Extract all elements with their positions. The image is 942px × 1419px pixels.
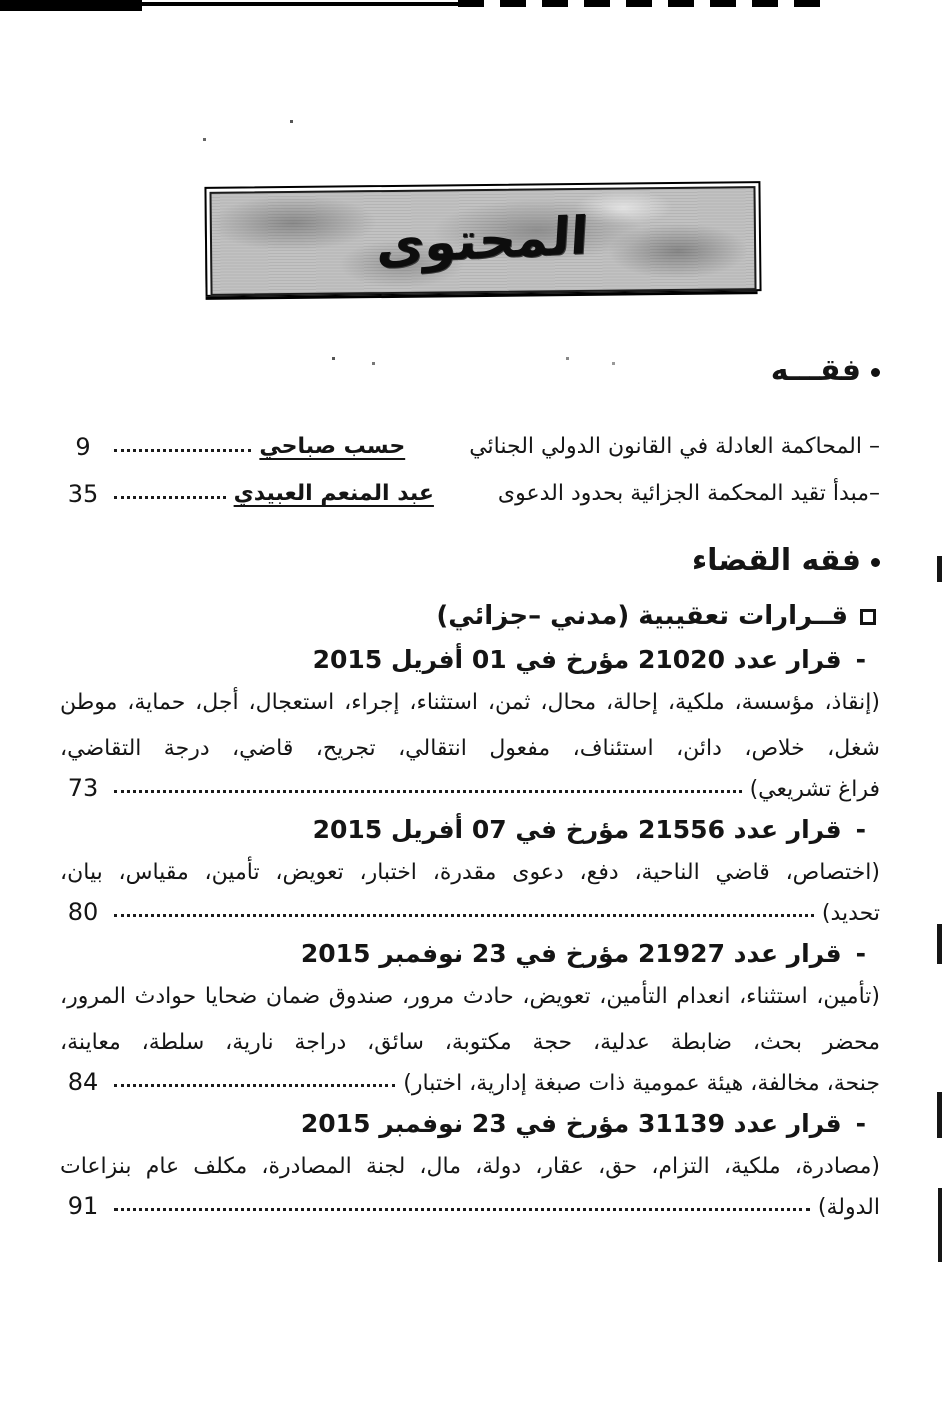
article-author: حسب صباحي [259,434,406,459]
toc-article-row [60,463,880,510]
dot-leader [114,1208,810,1211]
section-heading-fiqh [60,350,880,390]
decision-header-text: قرار عدد 21556 مؤرخ في 07 أفريل 2015 [312,814,842,844]
bullet-dot-icon [871,368,880,377]
toc-decision-entry [60,642,880,804]
dot-leader [114,496,226,499]
decision-keywords-tail-row [60,896,880,928]
subsection-heading-label: قــرارات تعقيبية (مدني –جزائي) [436,601,848,631]
scan-artifact-right-edge [938,1188,942,1262]
scan-artifact-right-edge [937,1092,942,1138]
page-number: 35 [67,480,99,508]
page-number: 9 [75,433,91,461]
fiqh-article-list [60,416,880,510]
decision-header [60,1106,880,1140]
dash-icon: - [855,814,866,844]
article-title: –مبدأ تقيد المحكمة الجزائية بحدود الدعوى [497,481,880,506]
scan-artifact-top-dashes [458,0,830,7]
subsection-heading-decisions [60,598,876,634]
decision-header [60,936,880,970]
article-author: عبد المنعم العبيدي [233,481,434,506]
decision-header [60,642,880,676]
decision-keywords: (تأمين، استثناء، انعدام التأمين، تعويض، حادث مرور، صندوق ضمان ضحايا حوادث المرور، محضر بحث، ضابطة عدلية، حجة مكتوبة، سائق، دراجة نارية، سلطة، معاينة، [60,984,880,1055]
decision-keywords: (مصادرة، ملكية، التزام، حق، عقار، دولة، مال، لجنة المصادرة، مكلف عام بنزاعات [60,1154,880,1179]
decision-keywords-tail: الدولة) [817,1195,880,1220]
dot-leader [114,914,814,917]
scan-artifact-right-edge [937,556,942,582]
decision-header-text: قرار عدد 21020 مؤرخ في 01 أفريل 2015 [312,644,842,674]
section-heading-qadha [60,540,880,580]
dash-icon: - [855,938,866,968]
toc-decision-entry [60,812,880,928]
page-title: المحتوى [375,206,591,276]
toc-content [60,348,880,1222]
decision-keywords-tail: فراغ تشريعي) [749,777,880,802]
page-number: 80 [67,898,99,926]
bullet-dot-icon [871,558,880,567]
page-number: 91 [67,1192,99,1220]
dash-icon: - [855,1108,866,1138]
decision-keywords-tail-row [60,772,880,804]
decision-keywords: (إنقاذ، مؤسسة، ملكية، إحالة، محال، ثمن، استثناء، إجراء، استعجال، أجل، حماية، موطن شغل، خلاص، دائن، استئناف، مفعول انتقالي، تجريح، قاضي، درجة التقاضي، [60,690,880,761]
decision-header-text: قرار عدد 21927 مؤرخ في 23 نوفمبر 2015 [300,938,842,968]
scan-artifact-top-left [0,0,142,11]
contents-title-box [204,181,761,297]
toc-article-row [60,416,880,463]
scan-artifact-top-line [140,2,458,6]
decision-keywords-tail-row [60,1190,880,1222]
section-heading-label: فقه القضاء [691,542,861,578]
dash-icon: - [855,644,866,674]
dot-leader [114,790,742,793]
article-title: – المحاكمة العادلة في القانون الدولي الجنائي [469,434,880,459]
page-number: 73 [67,774,99,802]
decision-header [60,812,880,846]
bullet-square-icon [860,609,876,625]
dot-leader [114,449,251,452]
page-number: 84 [67,1068,99,1096]
decision-keywords: (اختصاص، قاضي الناحية، دفع، دعوى مقدرة، اختبار، تعويض، تأمين، مقياس، بيان، [60,860,880,885]
decision-keywords-tail-row [60,1066,880,1098]
contents-title-background [209,186,756,296]
decision-keywords-tail: جنحة، مخالفة، هيئة عمومية ذات صبغة إدارية، اختبار) [403,1071,880,1096]
toc-decision-entry [60,936,880,1098]
toc-decision-entry [60,1106,880,1222]
decision-header-text: قرار عدد 31139 مؤرخ في 23 نوفمبر 2015 [300,1108,842,1138]
section-heading-label: فقـــه [770,352,861,388]
scan-specks [0,0,3,3]
scan-artifact-right-edge [937,924,942,964]
decision-keywords-tail: تحديد) [821,901,880,926]
dot-leader [114,1084,395,1087]
